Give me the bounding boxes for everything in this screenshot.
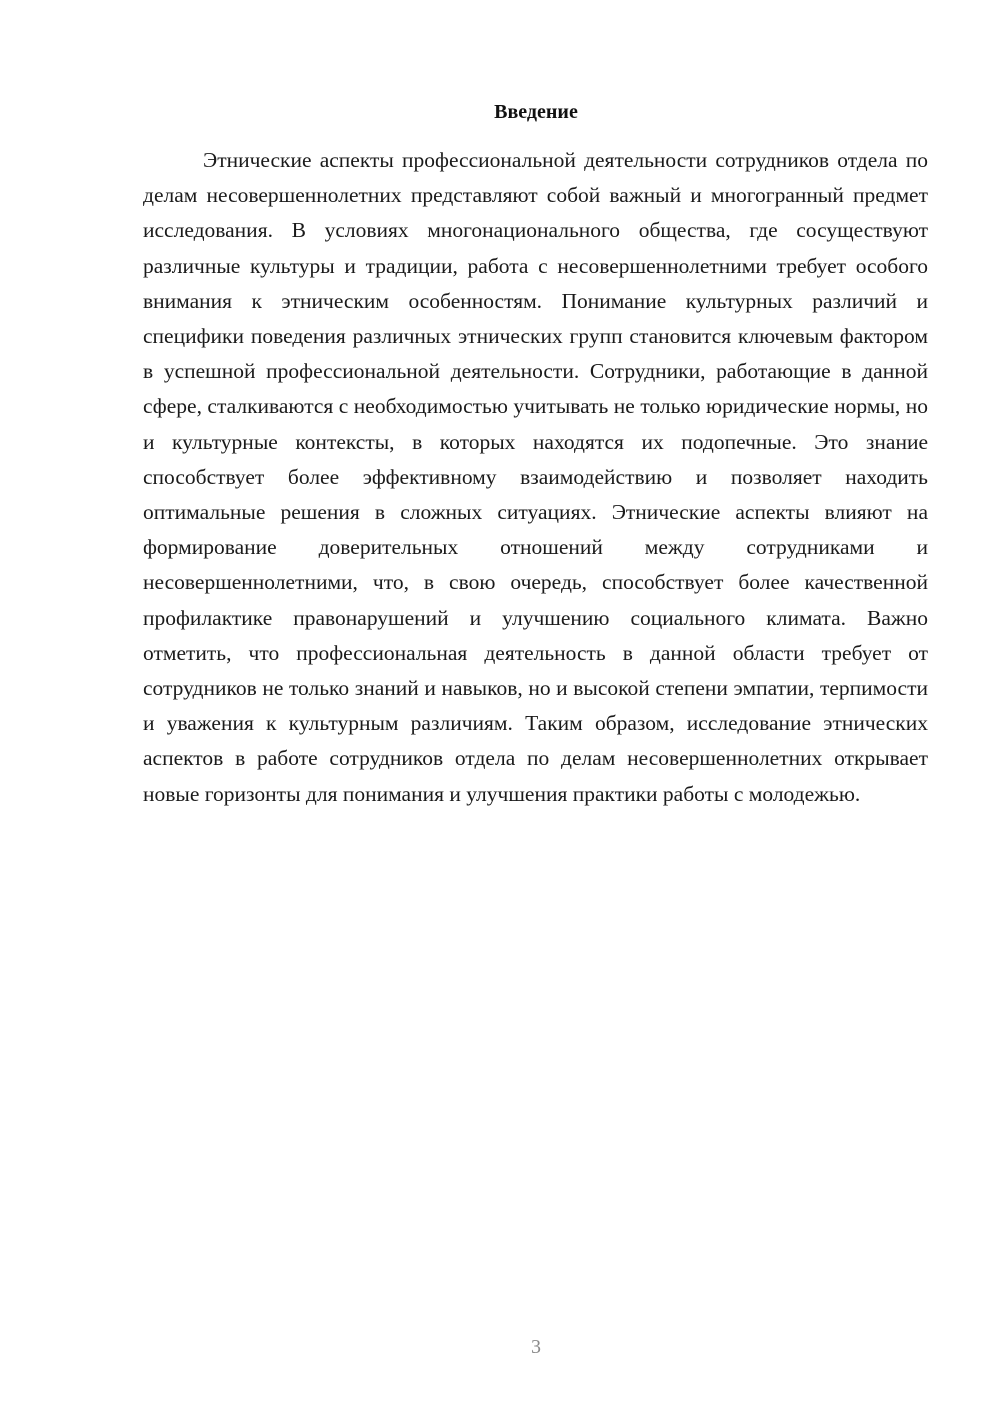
page-number: 3 — [531, 1336, 541, 1358]
section-title: Введение — [494, 101, 578, 123]
body-paragraph: Этнические аспекты профессиональной деятельности сотрудников отдела по делам несовершеннолетних представляют собой важный и многогранный предмет исследования. В условиях многонационального общества, где сосуществуют различные культуры и традиции, работа с несовершеннолетними требует особого внимания к этническим особенностям. Понимание культурных различий и специфики поведения различных этнических групп становится ключевым фактором в успешной профессиональной деятельности. Сотрудники, работающие в данной сфере, сталкиваются с необходимостью учитывать не только юридические нормы, но и культурные контексты, в которых находятся их подопечные. Это знание способствует более эффективному взаимодействию и позволяет находить оптимальные решения в сложных ситуациях. Этнические аспекты влияют на формирование доверительных отношений между сотрудниками и несовершеннолетними, что, в свою очередь, способствует более качественной профилактике правонарушений и улучшению социального климата. Важно отметить, что профессиональная деятельность в данной области требует от сотрудников не только знаний и навыков, но и высокой степени эмпатии, терпимости и уважения к культурным различиям. Таким образом, исследование этнических аспектов в работе сотрудников отдела по делам несовершеннолетних открывает новые горизонты для понимания и улучшения практики работы с молодежью. — [143, 148, 928, 806]
